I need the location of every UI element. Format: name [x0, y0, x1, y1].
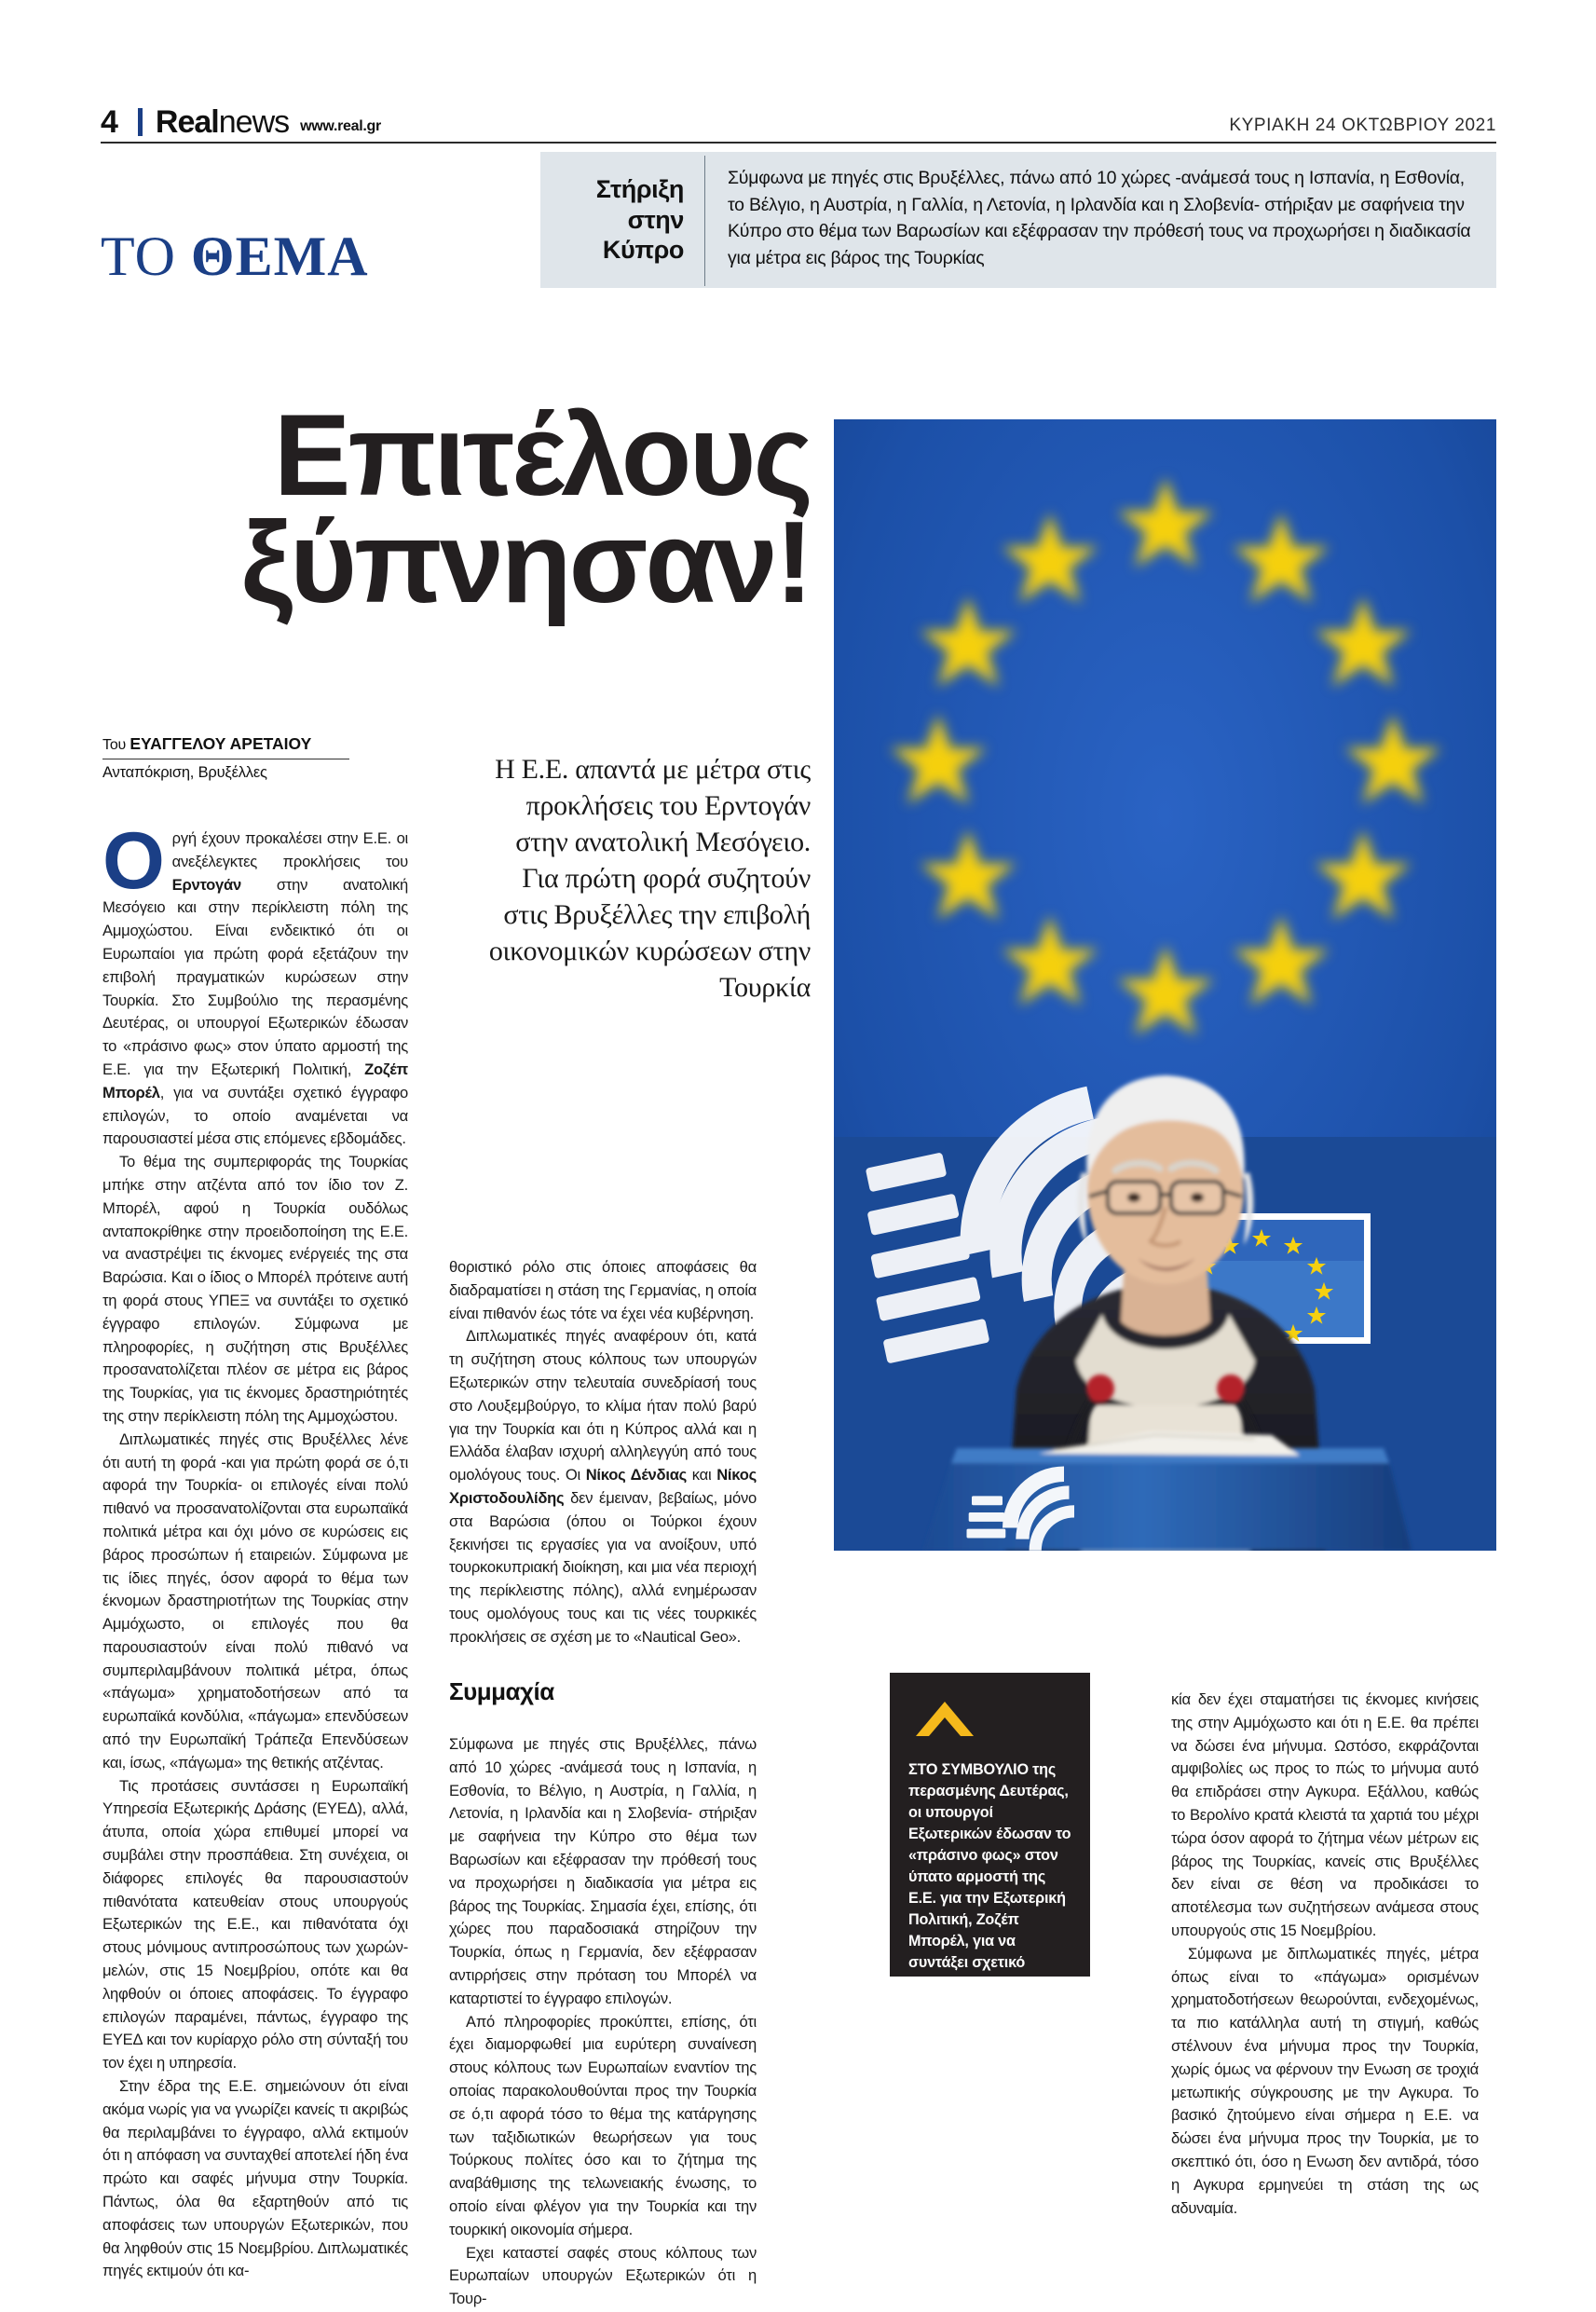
- kicker-label: [540, 152, 704, 288]
- standfirst: Η Ε.Ε. απαντά με μέτρα στις προκλήσεις του Ερντογάν στην ανατολική Μεσόγειο. Για πρώτη φορά συζητούν στις Βρυξέλλες την επιβολή οικονομικών κυρώσεων στην Τουρκία: [488, 754, 811, 1003]
- body-column-1: [102, 816, 408, 2283]
- body-paragraph: [1171, 1943, 1479, 2221]
- body-text: Το θέμα της συμπεριφοράς της Τουρκίας μπήκε στην ατζέντα από τον ίδιο τον Ζ. Μπορέλ, αφού η Τουρκία ουδόλως ανταποκρίθηκε στην προειδοποίηση της Ε.Ε. να αναστρέψει τις έκνομες ενέργειές της στα Βαρώσια. Και ο ίδιος ο Μπορέλ πρότεινε αυτή τη φορά στους ΥΠΕΞ να συντάξει το σχετικό έγγραφο επιλογών. Σύμφωνα με πληροφορίες, η συζήτηση στις Βρυξέλλες προσανατολίζεται πλέον σε μέτρα εις βάρος της Τουρκίας, για τις έκνομες δραστηριότητές της στην περίκλειστη πόλη της Αμμοχώστου.: [102, 1153, 408, 1425]
- body-text: Σύμφωνα με πηγές στις Βρυξέλλες, πάνω από 10 χώρες -ανάμεσά τους η Ισπανία, η Εσθονία, το Βέλγιο, η Αυστρία, η Γαλλία, η Λετονία, η Ιρλανδία και η Σλοβενία- στήριξαν με σαφήνεια την Κύπρο στο θέμα των Βαρωσίων και εξέφρασαν την πρόθεσή τους να προχωρήσει η διαδικασία για μέτρα εις βάρος της Τουρκίας. Σημασία έχει, επίσης, ότι χώρες που παραδοσιακά στηρίζουν την Τουρκία, όπως η Γερμανία, δεν εξέφρασαν αντιρρήσεις στην πρόταση του Μπορέλ να καταρτιστεί το έγγραφο επιλογών.: [449, 1735, 757, 2007]
- kicker-band: [540, 152, 1496, 288]
- body-text: Σύμφωνα με διπλωματικές πηγές, μέτρα όπως είναι το «πάγωμα» ορισμένων χρηματοδοτήσεων θεωρούνται, ενδεχομένως, τα πιο κατάλληλα αυτή τη στιγμή, καθώς στέλνουν ένα μήνυμα προς την Τουρκία, χωρίς όμως να φέρνουν την Ενωση σε τροχιά μετωπικής σύγκρουσης με την Αγκυρα. Το βασικό ζητούμενο είναι σήμερα η Ε.Ε. να δώσει ένα μήνυμα προς την Τουρκία, με το σκεπτικό ότι, όσο η Ενωση δεν αντιδρά, τόσο η Αγκυρα ερμηνεύει τη στάση της ως αδυναμία.: [1171, 1944, 1479, 2217]
- body-paragraph: [102, 2075, 408, 2283]
- drop-cap: Ο: [102, 816, 165, 906]
- section-subhead: Συμμαχία: [449, 1677, 554, 1705]
- kicker-text: Σύμφωνα με πηγές στις Βρυξέλλες, πάνω από 10 χώρες -ανάμεσά τους η Ισπανία, η Εσθονία, το Βέλγιο, η Αυστρία, η Γαλλία, η Λετονία, η Ιρλανδία και η Σλοβενία- στήριξαν με σαφήνεια την Κύπρο στο θέμα των Βαρωσίων και εξέφρασαν την πρόθεσή τους να προχωρήσει η διαδικασία για μέτρα εις βάρος της Τουρκίας: [728, 168, 1471, 268]
- brand-logo-bold: Real: [155, 104, 219, 140]
- issue-date: ΚΥΡΙΑΚΗ 24 ΟΚΤΩΒΡΙΟΥ 2021: [1229, 116, 1496, 135]
- body-paragraph: [102, 1151, 408, 1429]
- body-paragraph: [449, 1733, 757, 2011]
- masthead-divider: [138, 108, 143, 136]
- photo-illustration: [834, 419, 1496, 1551]
- masthead: [101, 93, 1496, 138]
- body-text: Διπλωματικές πηγές αναφέρουν ότι, κατά τη συζήτηση στους κόλπους των υπουργών Εξωτερικών στην τελευταία συνεδρίασή τους στο Λουξεμβούργο, το κλίμα ήταν πολύ βαρύ για την Τουρκία και ότι η Κύπρος αλλά και η Ελλάδα έλαβαν ισχυρή αλληλεγγύη από τους ομολόγους τους. Οι Νίκος Δένδιας και Νίκος Χριστοδουλίδης δεν έμειναν, βεβαίως, μόνο στα Βαρώσια (όπου οι Τούρκοι έχουν ξεκινήσει τις εργασίες για να ανοίξουν, υπό τουρκοκυπριακή διοίκηση, και μια νέα περιοχή της περίκλειστης πόλης), αλλά ενημέρωσαν τους ομολόγους τους και τις νέες τουρκικές προκλήσεις σε σχέση με το «Nautical Geo».: [449, 1327, 757, 1646]
- byline-desk: Ανταπόκριση, Βρυξέλλες: [102, 764, 267, 781]
- page-number: 4: [101, 104, 117, 140]
- byline-author-line: [102, 734, 382, 754]
- kicker-label-line2: στην Κύπρο: [602, 205, 684, 265]
- byline-author: ΕΥΑΓΓΕΛΟΥ ΑΡΕΤΑΙΟΥ: [130, 734, 312, 753]
- body-column-3: [1171, 1689, 1479, 2220]
- body-paragraph: [449, 2011, 757, 2242]
- body-paragraph: [449, 2242, 757, 2311]
- section-title-light: ΤΟ: [101, 226, 191, 287]
- callout-text: [908, 1759, 1071, 2081]
- body-paragraph: [102, 816, 408, 1151]
- section-title-bold: ΘΕΜΑ: [190, 226, 369, 287]
- pullquote-callout: [890, 1673, 1090, 2078]
- body-paragraph: [449, 1325, 757, 1648]
- body-paragraph: [102, 1429, 408, 1775]
- callout-lead: ΣΤΟ ΣΥΜΒΟΥΛΙΟ: [908, 1761, 1033, 1778]
- brand-logo-light: news: [218, 104, 290, 140]
- body-text: κία δεν έχει σταματήσει τις έκνομες κινήσεις της στην Αμμόχωστο και ότι η Ε.Ε. θα πρέπει να δώσει ένα μήνυμα. Ωστόσο, εκφράζονται αμφιβολίες ως προς το πώς το μήνυμα αυτό θα επιδράσει στην Αγκυρα. Εξάλλου, καθώς το Βερολίνο κρατά κλειστά τα χαρτιά του μέχρι τώρα όσον αφορά το ζήτημα νέων μέτρων εις βάρος της Τουρκίας, κανείς στις Βρυξέλλες δεν είναι σε θέση να προδικάσει το αποτέλεσμα των συζητήσεων ανάμεσα στους υπουργούς στις 15 Νοεμβρίου.: [1171, 1690, 1479, 1939]
- body-paragraph: [102, 1775, 408, 2075]
- body-text: Στην έδρα της Ε.Ε. σημειώνουν ότι είναι ακόμα νωρίς για να γνωρίζει κανείς τι ακριβώς θα περιλαμβάνει το έγγραφο, αλλά εκτιμούν ότι η απόφαση να συνταχθεί αποτελεί ήδη ένα πρώτο και σαφές μήνυμα στην Τουρκία. Πάντως, όλα θα εξαρτηθούν από τις αποφάσεις των υπουργών Εξωτερικών, που θα ληφθούν στις 15 Νοεμβρίου. Διπλωματικές πηγές εκτιμούν ότι κα-: [102, 2077, 408, 2280]
- byline-prefix: Του: [102, 737, 130, 753]
- body-text: Διπλωματικές πηγές στις Βρυξέλλες λένε ότι αυτή τη φορά -και για πρώτη φορά σε ό,τι αφορά την Τουρκία- οι επιλογές είναι πολύ πιθανό να προσανατολίζονται στα ευρωπαϊκά πολιτικά μέτρα και όχι μόνο σε κυρώσεις εις βάρος προσώπων ή εταιρειών. Σύμφωνα με τις ίδιες πηγές, όσον αφορά το θέμα των έκνομων δραστηριοτήτων της Τουρκίας στην Αμμόχωστο, οι επιλογές που θα παρουσιαστούν είναι πολύ πιθανό να συμπεριλαμβάνουν πολιτικά μέτρα, όπως «πάγωμα» χρηματοδοτήσεων από τα ευρωπαϊκά κονδύλια, «πάγωμα» επενδύσεων από την Ευρωπαϊκή Τράπεζα Επενδύσεων και, ίσως, «πάγωμα» της θετικής ατζέντας.: [102, 1430, 408, 1772]
- page-title: [102, 391, 811, 628]
- headline-line2: ξύπνησαν!: [240, 499, 811, 628]
- masthead-rule: [101, 142, 1496, 144]
- brand-logo: [156, 106, 289, 138]
- body-text: Εχει καταστεί σαφές στους κόλπους των Ευρωπαίων υπουργών Εξωτερικών ότι η Τουρ-: [449, 2243, 757, 2308]
- body-text: θοριστικό ρόλο στις όποιες αποφάσεις θα διαδραματίσει η στάση της Γερμανίας, η οποία είναι πιθανόν έως τότε να έχει νέα κυβέρνηση.: [449, 1258, 757, 1322]
- brand-url[interactable]: www.real.gr: [300, 118, 381, 134]
- body-text: Τις προτάσεις συντάσσει η Ευρωπαϊκή Υπηρεσία Εξωτερικής Δράσης (ΕΥΕΔ), αλλά, άτυπα, οποία χώρα επιθυμεί μπορεί να συμβάλει στην προσπάθεια. Στη συνέχεια, οι διάφορες επιλογές θα παρουσιαστούν πιθανότατα κατευθείαν στους υπουργούς Εξωτερικών της Ε.Ε., και πιθανότατα όχι στους μόνιμους αντιπροσώπους των χωρών-μελών, στις 15 Νοεμβρίου, οπότε και θα ληφθούν οι όποιες αποφάσεις. Το έγγραφο επιλογών παραμένει, πάντως, έγγραφο της ΕΥΕΔ και τον κυρίαρχο ρόλο στη σύνταξή του τον έχει η υπηρεσία.: [102, 1776, 408, 2073]
- article-photo: [834, 419, 1496, 1551]
- section-title: [101, 226, 369, 287]
- body-text: ργή έχουν προκαλέσει στην Ε.Ε. οι ανεξέλεγκτες προκλήσεις του Ερντογάν στην ανατολική Μεσόγειο και στην περίκλειστη πόλη της Αμμοχώστου. Είναι ενδεικτικό ότι οι Ευρωπαίοι για πρώτη φορά εξετάζουν την επιβολή πραγματικών κυρώσεων στην Τουρκία. Στο Συμβούλιο της περασμένης Δευτέρας, οι υπουργοί Εξωτερικών έδωσαν το «πράσινο φως» στον ύπατο αρμοστή της Ε.Ε. για την Εξωτερική Πολιτική, Ζοζέπ Μπορέλ, για να συντάξει σχετικό έγγραφο επιλογών, το οποίο αναμένεται να παρουσιαστεί μέσα στις επόμενες εβδομάδες.: [102, 829, 408, 1148]
- byline: [102, 734, 382, 782]
- body-column-2-top: [449, 1256, 757, 1649]
- body-text: Από πληροφορίες προκύπτει, επίσης, ότι έχει διαμορφωθεί μια ευρύτερη συναίνεση στους κόλπους των Ευρωπαίων εναντίον της οποίας παρακολουθούνται προς την Τουρκία σε ό,τι αφορά τόσο το θέμα της κατάργησης των ταξιδιωτικών θεωρήσεων για τους Τούρκους πολίτες όσο και το ζήτημα της αναβάθμισης της τελωνειακής ένωσης, το οποίο είναι φλέγον για την Τουρκία και την τουρκική οικονομία σήμερα.: [449, 2012, 757, 2238]
- body-paragraph: [449, 1256, 757, 1325]
- body-column-2-bottom: [449, 1733, 757, 2311]
- headline-line1: Επιτέλους: [273, 391, 811, 520]
- chevron-up-icon: [908, 1693, 981, 1740]
- kicker-label-line1: Στήριξη: [595, 175, 684, 204]
- body-paragraph: [1171, 1689, 1479, 1943]
- callout-body: της περασμένης Δευτέρας, οι υπουργοί Εξωτερικών έδωσαν το «πράσινο φως» στον ύπατο αρμοστή της Ε.Ε. για την Εξωτερική Πολιτική, Ζοζέπ Μπορέλ, για να συντάξει σχετικό έγγραφο επιλογών, το οποίο αναμένεται να παρουσιαστεί μέσα στις επόμενες εβδομάδες: [908, 1761, 1071, 2078]
